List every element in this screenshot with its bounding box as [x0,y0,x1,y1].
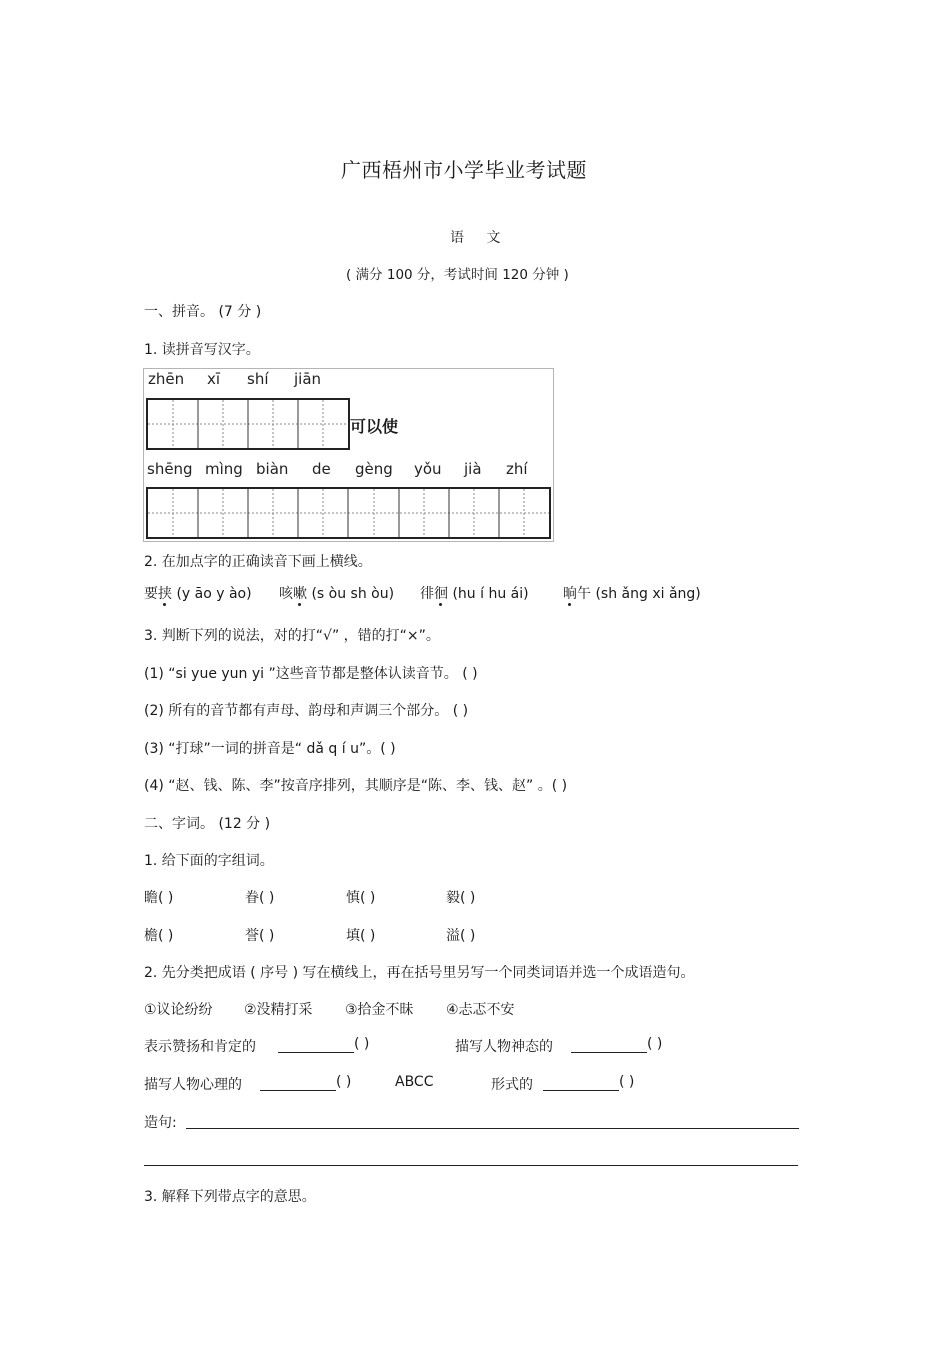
s2-q2-label: 2. 先分类把成语 ( 序号 ) 写在横线上，再在括号里另写一个同类词语并选一个成语造句。 [144,965,695,981]
q2-item-1: 要挟 (y āo y ào) [144,586,252,602]
exam-info: ( 满分 100 分，考试时间 120 分钟 ) [346,267,569,283]
idiom-2: ②没精打采 [244,1002,313,1018]
word-item: 溢( ) [446,928,476,944]
q1-label: 1. 读拼音写汉字。 [144,342,260,358]
sentence-label: 造句: [144,1115,177,1131]
category-praise: 表示赞扬和肯定的 [144,1039,256,1055]
category-abcc: ABCC [395,1074,434,1090]
sentence-line-1[interactable] [186,1128,799,1129]
grid-lines-row1 [148,400,348,448]
emphasis-dot [298,603,301,606]
subject-label: 语 文 [450,230,501,246]
s2-q3-label: 3. 解释下列带点字的意思。 [144,1189,316,1205]
word-item: 檐( ) [144,928,174,944]
word-item: 瞻( ) [144,890,174,906]
pinyin-ming: mìng [205,460,243,478]
pinyin-you: yǒu [414,460,442,478]
q3-item-4: (4) “赵、钱、陈、李”按音序排列，其顺序是“陈、李、钱、赵” 。( ) [144,778,568,794]
answer-blank[interactable] [278,1052,354,1053]
exam-title: 广西梧州市小学毕业考试题 [341,158,587,182]
answer-blank[interactable] [543,1090,619,1091]
category-expression: 描写人物神态的 [455,1039,553,1055]
word-item: 填( ) [346,928,376,944]
idiom-4: ④忐忑不安 [446,1002,515,1018]
q2-item-3: 徘徊 (hu í hu ái) [420,586,529,602]
writing-grid-row2[interactable] [146,487,551,539]
pinyin-sheng: shēng [147,460,193,478]
pinyin-jia: jià [464,460,482,478]
q3-item-3: (3) “打球”一词的拼音是“ dǎ q í u”。( ) [144,741,396,757]
q2-label: 2. 在加点字的正确读音下画上横线。 [144,554,372,570]
writing-grid-row1[interactable] [146,398,350,450]
emphasis-dot [163,603,166,606]
q3-label: 3. 判断下列的说法，对的打“√” ，错的打“×”。 [144,628,440,644]
answer-paren[interactable]: ( ) [647,1036,663,1052]
section2-heading: 二、字词。 (12 分 ) [144,816,271,832]
pinyin-jian: jiān [294,370,322,388]
pinyin-zhi: zhí [506,460,528,478]
pinyin-zhen: zhēn [148,370,185,388]
pinyin-xi: xī [207,370,221,388]
sentence-line-2[interactable] [144,1165,798,1166]
idiom-3: ③拾金不昧 [345,1002,414,1018]
q3-item-2: (2) 所有的音节都有声母、韵母和声调三个部分。 ( ) [144,703,469,719]
q2-item-2: 咳嗽 (s òu sh òu) [279,586,395,602]
word-item: 慎( ) [346,890,376,906]
pinyin-de: de [312,460,331,478]
pinyin-shi: shí [247,370,269,388]
grid-lines-row2 [148,489,549,537]
s2-q1-label: 1. 给下面的字组词。 [144,853,274,869]
word-item: 眷( ) [245,890,275,906]
answer-paren[interactable]: ( ) [354,1036,370,1052]
emphasis-dot [568,603,571,606]
answer-blank[interactable] [571,1052,647,1053]
category-mind: 描写人物心理的 [144,1077,242,1093]
pinyin-geng: gèng [355,460,393,478]
word-item: 毅( ) [446,890,476,906]
answer-paren[interactable]: ( ) [619,1074,635,1090]
pinyin-bian: biàn [256,460,289,478]
section1-heading: 一、拼音。 (7 分 ) [144,304,262,320]
answer-blank[interactable] [260,1090,336,1091]
suffix-text: 可以使 [350,417,399,436]
emphasis-dot [439,603,442,606]
word-item: 誉( ) [245,928,275,944]
category-form: 形式的 [491,1077,533,1093]
q2-item-4: 晌午 (sh ǎng xi ǎng) [563,586,701,602]
answer-paren[interactable]: ( ) [336,1074,352,1090]
idiom-1: ①议论纷纷 [144,1002,213,1018]
q3-item-1: (1) “si yue yun yi ”这些音节都是整体认读音节。 ( ) [144,666,478,682]
